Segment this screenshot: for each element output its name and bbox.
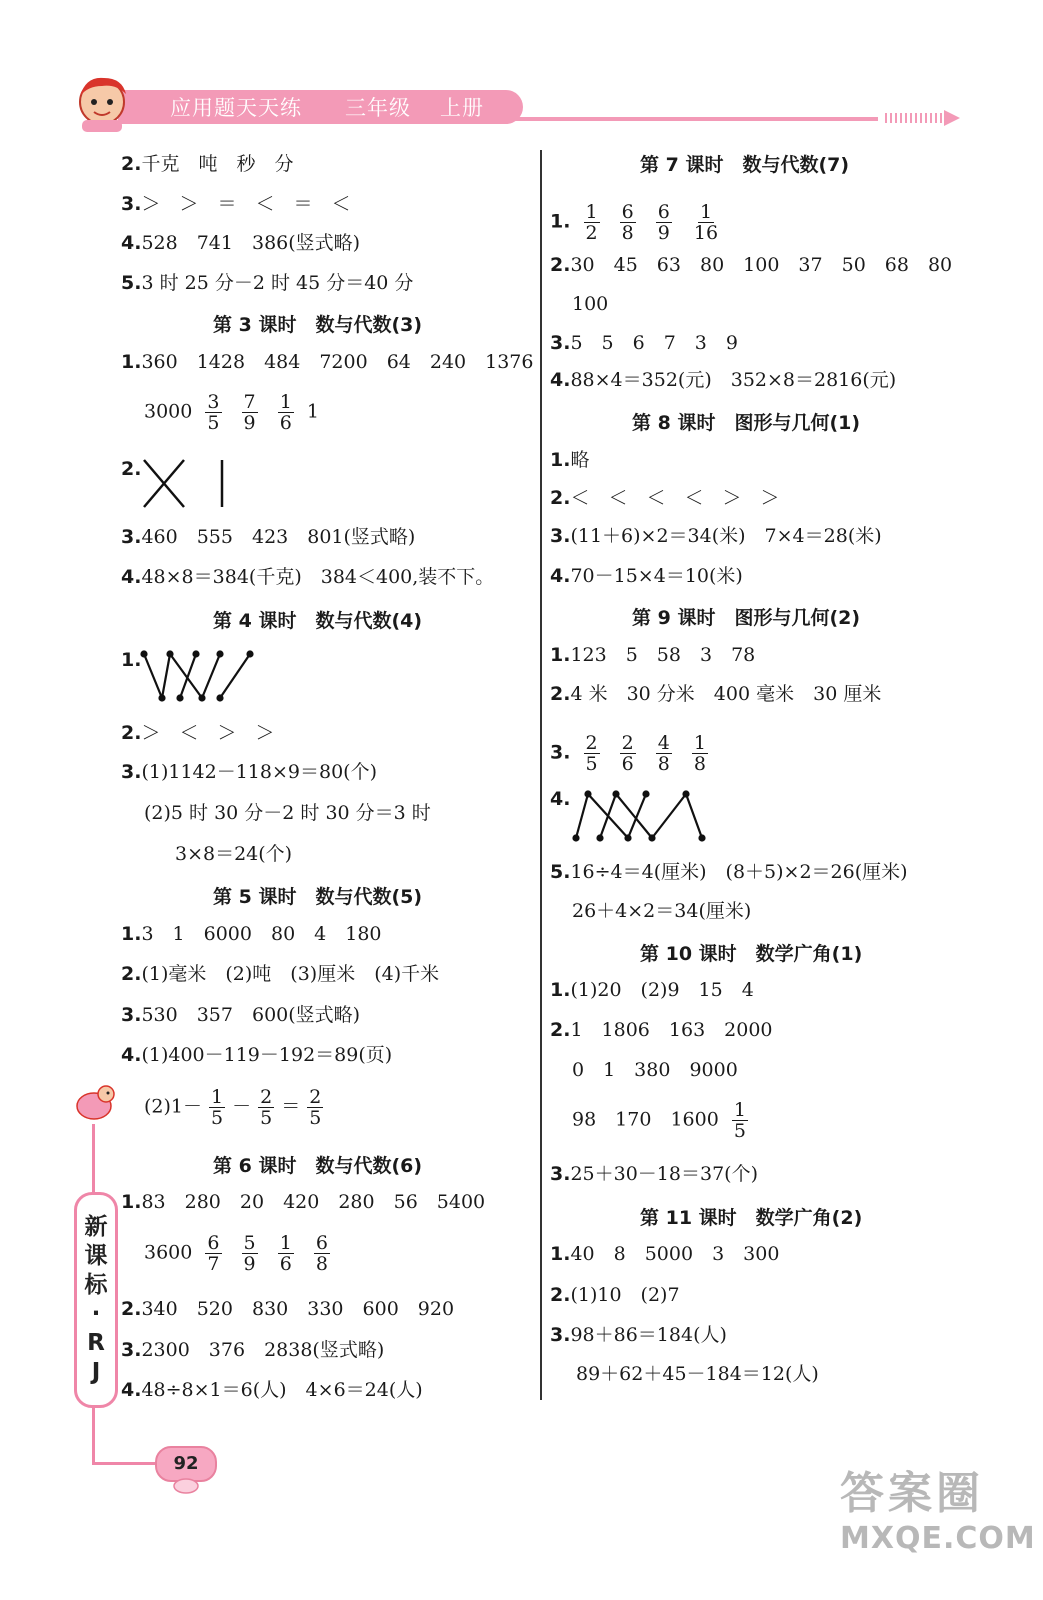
answer-line: 2.千克 吨 秒 分 (121, 153, 294, 175)
answer-line: 4.48×8＝384(千克) 384＜400,装不下。 (121, 566, 495, 588)
answer-line: 2.(1)10 (2)7 (550, 1284, 680, 1306)
answer-line: 5.16÷4＝4(厘米) (8＋5)×2＝26(厘米) (550, 861, 908, 883)
fraction: $\frac{2}{5}$ (260, 1086, 273, 1129)
fraction: $\frac{1}{2}$ (585, 201, 598, 244)
answer-line: 89＋62＋45－184＝12(人) (576, 1363, 819, 1385)
header-grade: 三年级 (345, 96, 411, 120)
answer-line: 2.(1)毫米 (2)吨 (3)厘米 (4)千米 (121, 963, 440, 985)
fraction: $\frac{2}{6}$ (621, 732, 634, 775)
answer-line: 2.4 米 30 分米 400 毫米 30 厘米 (550, 683, 882, 705)
fraction: $\frac{7}{9}$ (243, 391, 256, 434)
fraction: $\frac{2}{5}$ (585, 732, 598, 775)
section-title: 第 3 课时 数与代数(3) (213, 314, 423, 336)
fraction: $\frac{6}{8}$ (315, 1232, 328, 1275)
answer-line: 3.2300 376 2838(竖式略) (121, 1339, 385, 1361)
answer-line: 0 1 380 9000 (572, 1059, 738, 1081)
answer-line: (2)5 时 30 分－2 时 30 分＝3 时 (144, 802, 431, 824)
answer-line-fractions: (2)1－ $\frac{1}{5}$ － $\frac{2}{5}$ ＝ $\frac{2}{5}$ (144, 1086, 322, 1129)
fraction: $\frac{2}{5}$ (309, 1086, 322, 1129)
cartoon-boy-mascot-icon (72, 72, 152, 134)
section-title: 第 11 课时 数学广角(2) (640, 1207, 863, 1229)
answer-line: 3.460 555 423 801(竖式略) (121, 526, 416, 548)
side-connector-line (92, 1405, 95, 1465)
answer-line: 3.5 5 6 7 3 9 (550, 332, 738, 354)
fraction: $\frac{1}{5}$ (733, 1099, 746, 1142)
answer-line: 4.48÷8×1＝6(人) 4×6＝24(人) (121, 1379, 423, 1401)
answer-line: 2.＞ ＜ ＞ ＞ (121, 722, 275, 744)
answer-line: 2.1 1806 163 2000 (550, 1019, 773, 1041)
answer-line: 4.70－15×4＝10(米) (550, 565, 743, 587)
answer-line-fractions: 98 170 1600 $\frac{1}{5}$ (572, 1099, 746, 1142)
header-book-title: 应用题天天练 (170, 96, 302, 120)
fraction: $\frac{6}{8}$ (621, 201, 634, 244)
answer-line: 2.340 520 830 330 600 920 (121, 1298, 455, 1320)
answer-line-fractions: 3600 $\frac{6}{7}$ $\frac{5}{9}$ $\frac{1}{6}$ $\frac{6}{8}$ (144, 1232, 328, 1275)
answer-line: 26＋4×2＝34(厘米) (572, 900, 752, 922)
fraction: $\frac{1}{8}$ (693, 732, 707, 775)
answer-line-fractions: 3000 $\frac{3}{5}$ $\frac{7}{9}$ $\frac{1}{6}$ 1 (144, 391, 319, 434)
answer-line: 1.(1)20 (2)9 15 4 (550, 979, 754, 1001)
fraction: $\frac{5}{9}$ (243, 1232, 256, 1275)
header-dash-decoration (885, 113, 943, 123)
answer-line: 3.＞ ＞ ＝ ＜ ＝ ＜ (121, 193, 351, 215)
answer-line: 3.530 357 600(竖式略) (121, 1004, 361, 1026)
answer-line: 3.(1)1142－118×9＝80(个) (121, 761, 377, 783)
answer-line: 1.3 1 6000 80 4 180 (121, 923, 382, 945)
header-arrow-icon (944, 110, 960, 126)
answer-line: 1.123 5 58 3 78 (550, 644, 756, 666)
answer-line: 1.40 8 5000 3 300 (550, 1243, 780, 1265)
answer-line: 3.98＋86＝184(人) (550, 1324, 727, 1346)
answer-line: 100 (572, 293, 609, 315)
answer-line-fractions: 1. $\frac{1}{2}$ $\frac{6}{8}$ $\frac{6}{9}$ $\frac{1}{16}$ (550, 201, 719, 244)
fraction: $\frac{6}{9}$ (657, 201, 670, 244)
answer-line: 2. (121, 458, 142, 480)
answer-line: 3.(11＋6)×2＝34(米) 7×4＝28(米) (550, 525, 882, 547)
answer-line: 3.25＋30－18＝37(个) (550, 1163, 758, 1185)
answer-line: 1. (121, 649, 142, 671)
fraction: $\frac{1}{6}$ (279, 1232, 292, 1275)
section-title: 第 5 课时 数与代数(5) (213, 886, 423, 908)
section-title: 第 10 课时 数学广角(1) (640, 943, 863, 965)
side-connector-line (92, 1124, 95, 1194)
header-volume: 上册 (440, 96, 484, 120)
column-divider (540, 150, 542, 1400)
matching-lines-diagram (570, 788, 710, 844)
fraction: $\frac{6}{7}$ (207, 1232, 220, 1275)
curriculum-tag: 新 课 标 · R J (74, 1192, 118, 1408)
answer-line: 4.528 741 386(竖式略) (121, 232, 361, 254)
answer-line: 2.＜ ＜ ＜ ＜ ＞ ＞ (550, 487, 780, 509)
fraction: $\frac{1}{6}$ (279, 391, 292, 434)
section-title: 第 4 课时 数与代数(4) (213, 610, 423, 632)
matching-lines-diagram (140, 455, 240, 515)
section-title: 第 6 课时 数与代数(6) (213, 1155, 423, 1177)
fraction: $\frac{1}{5}$ (211, 1086, 224, 1129)
section-title: 第 8 课时 图形与几何(1) (632, 412, 861, 434)
section-title: 第 7 课时 数与代数(7) (640, 154, 850, 176)
fraction: $\frac{1}{16}$ (693, 201, 719, 244)
answer-line: 3×8＝24(个) (175, 843, 293, 865)
answer-line: 4. (550, 788, 571, 810)
fraction: $\frac{3}{5}$ (207, 391, 220, 434)
answer-line: 4.88×4＝352(元) 352×8＝2816(元) (550, 369, 897, 391)
answer-line: 5.3 时 25 分－2 时 45 分＝40 分 (121, 272, 414, 294)
side-connector-line (92, 1462, 157, 1465)
matching-lines-diagram (140, 648, 255, 704)
section-title: 第 9 课时 图形与几何(2) (632, 607, 861, 629)
watermark: 答案圈 MXQE.COM (840, 1468, 1036, 1556)
page-number: 92 (155, 1446, 217, 1482)
fraction: $\frac{4}{8}$ (657, 732, 670, 775)
answer-line-fractions: 3. $\frac{2}{5}$ $\frac{2}{6}$ $\frac{4}{8}$ $\frac{1}{8}$ (550, 732, 707, 775)
answer-line: 1.360 1428 484 7200 64 240 1376 (121, 351, 534, 373)
answer-line: 4.(1)400－119－192＝89(页) (121, 1044, 393, 1066)
bird-icon (70, 1080, 120, 1124)
answer-line: 1.83 280 20 420 280 56 5400 (121, 1191, 486, 1213)
answer-line: 1.略 (550, 449, 590, 471)
mushroom-feet-icon (168, 1478, 204, 1496)
answer-line: 2.30 45 63 80 100 37 50 68 80 (550, 254, 953, 276)
